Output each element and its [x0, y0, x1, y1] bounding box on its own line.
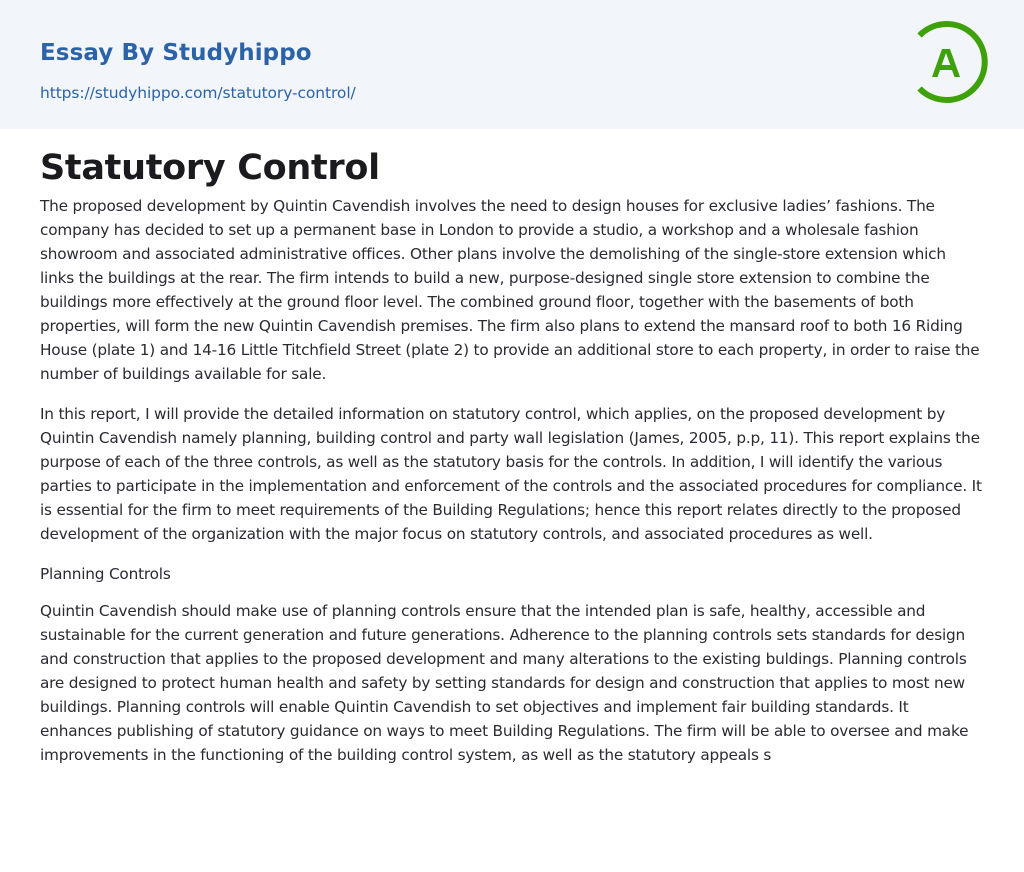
brand-title: Essay By Studyhippo: [40, 40, 312, 66]
essay-paragraph-3: Quintin Cavendish should make use of planning controls ensure that the intended plan is safe, healthy, accessible and sustainable for the current generation and future generations. Adherence to the planning controls sets standards for design and construction that applies to the proposed development and many alterations to the existing buldings. Planning controls are designed to protect human health and safety by setting standards for design and construction that applies to most new buildings. Planning controls will enable Quintin Cavendish to set objectives and implement fair building standards. It enhances publishing of statutory guidance on ways to meet Building Regulations. The firm will be able to oversee and make improvements in the functioning of the building control system, as well as the statutory appeals s: [40, 602, 969, 764]
site-header: [0, 0, 1024, 129]
essay-content: [0, 148, 1024, 767]
essay-paragraph-2: In this report, I will provide the detailed information on statutory control, which applies, on the proposed development by Quintin Cavendish namely planning, building control and party wall legislation (James, 2005, p.p, 11). This report explains the purpose of each of the three controls, as well as the statutory basis for the controls. In addition, I will identify the various parties to participate in the implementation and enforcement of the controls and the associated procedures for compliance. It is essential for the firm to meet requirements of the Building Regulations; hence this report relates directly to the proposed development of the organization with the major focus on statutory controls, and associated procedures as well.: [40, 405, 982, 543]
essay-title: Statutory Control: [40, 148, 380, 188]
section-heading-planning-controls: Planning Controls: [40, 565, 171, 583]
studyhippo-logo-icon[interactable]: [904, 20, 988, 104]
essay-url-link[interactable]: https://studyhippo.com/statutory-control/: [40, 84, 356, 102]
essay-paragraph-1: The proposed development by Quintin Cavendish involves the need to design houses for exclusive ladies’ fashions. The company has decided to set up a permanent base in London to provide a studio, a workshop and a wholesale fashion showroom and associated administrative offices. Other plans involve the demolishing of the single-store extension which links the buildings at the rear. The firm intends to build a new, purpose-designed single store extension to combine the buildings more effectively at the ground floor level. The combined ground floor, together with the basements of both properties, will form the new Quintin Cavendish premises. The firm also plans to extend the mansard roof to both 16 Riding House (plate 1) and 14-16 Little Titchfield Street (plate 2) to provide an additional store to each property, in order to raise the number of buildings available for sale.: [40, 197, 980, 383]
